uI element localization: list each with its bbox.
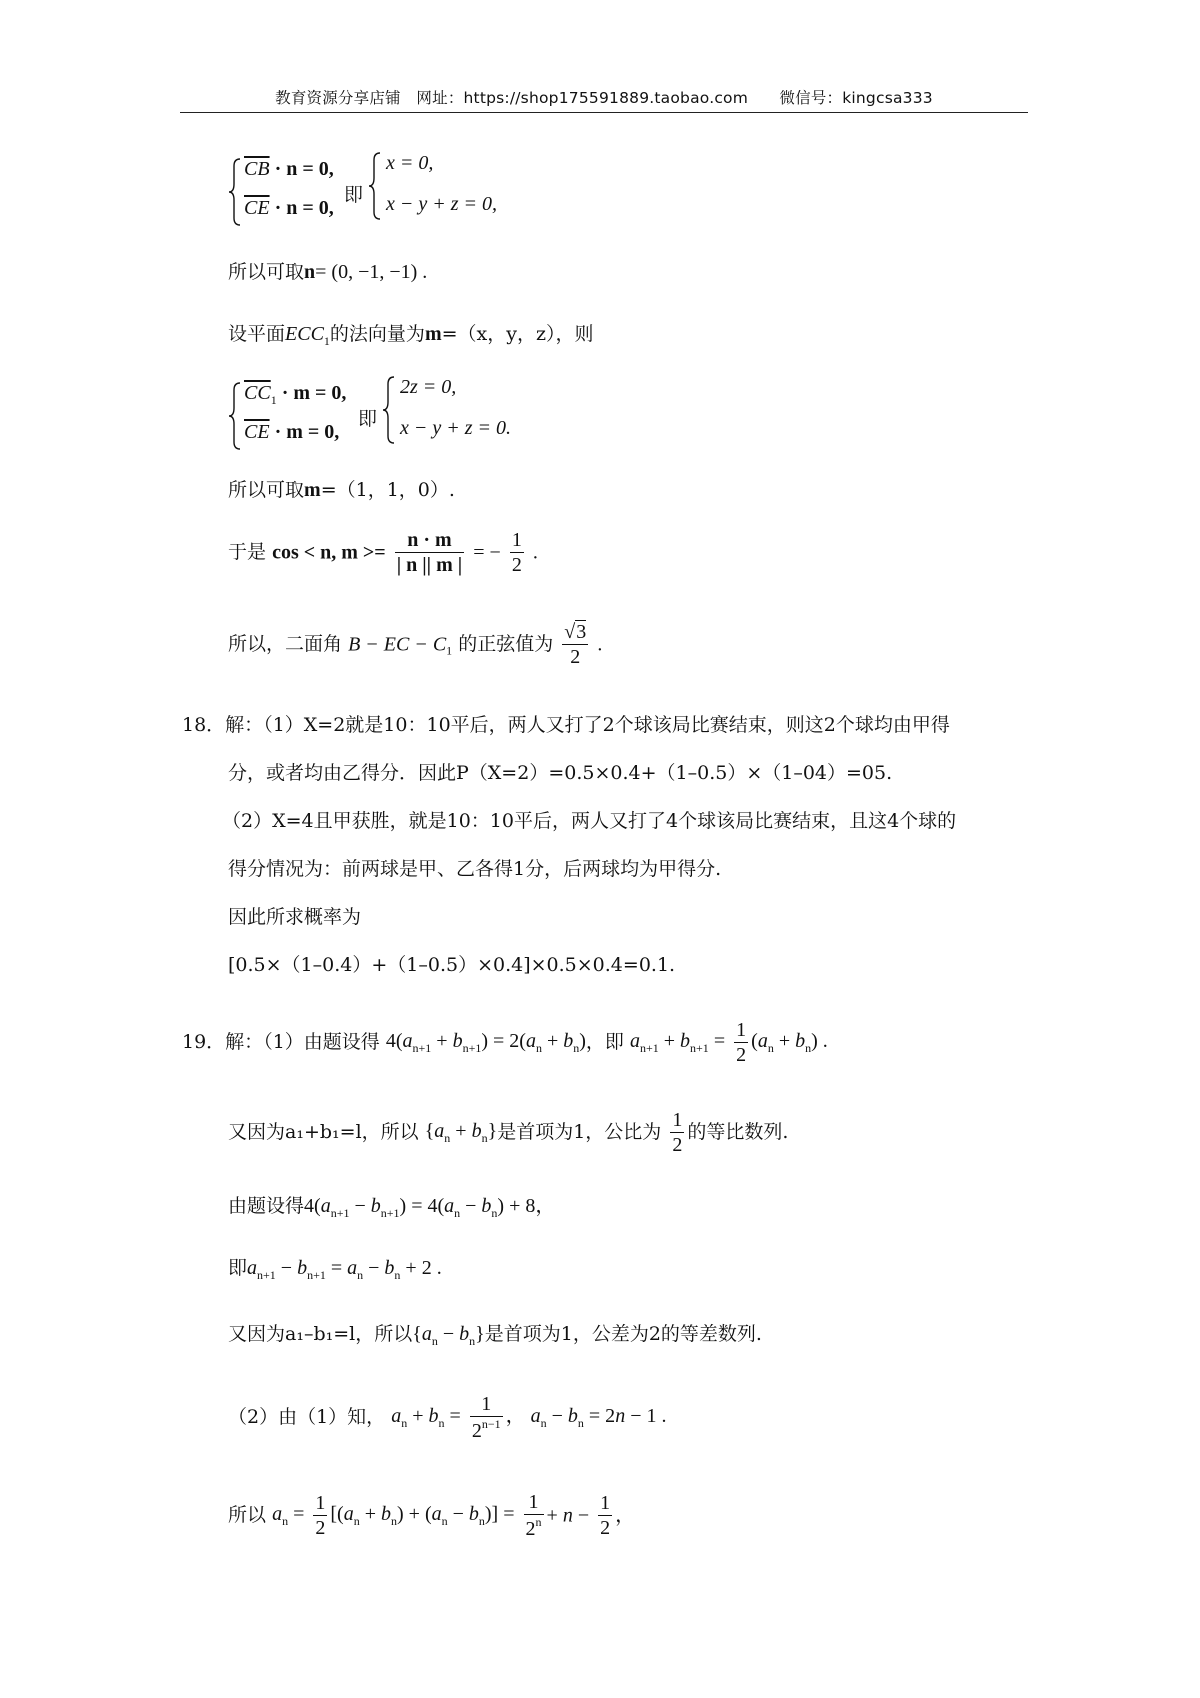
equation-text: · n = 0, <box>274 158 334 180</box>
numerator: n · m <box>407 529 452 551</box>
plane-label: ECC <box>285 323 324 345</box>
left-brace <box>228 382 242 450</box>
period: . <box>597 633 603 656</box>
vector-symbol: m <box>424 323 442 345</box>
connector-text: 即 <box>358 409 378 430</box>
radicand: 3 <box>576 621 587 643</box>
line-text: 所以可取 <box>228 479 305 501</box>
take-n-line <box>228 260 427 284</box>
connector-text: 即 <box>344 185 364 206</box>
vector-label: $\overline{CE}$ <box>244 421 270 443</box>
cosine-line <box>228 528 538 577</box>
solution-text: 是首项为1，公比为 <box>497 1121 662 1144</box>
fraction: $\frac{1}{2^n}$ <box>525 1491 542 1540</box>
dihedral-angle-expression: B − EC − C <box>348 633 447 656</box>
question-number: 18．解： <box>182 714 264 736</box>
equation-text: x − y + z = 0. <box>400 417 512 439</box>
line-text: =（1，1，0）. <box>320 479 455 501</box>
equation: $4(a_{n+1} + b_{n+1}) = 2(a_n + b_n)$ <box>385 1030 586 1056</box>
solution-text: 又因为a₁+b₁=l，所以 <box>228 1121 419 1144</box>
subscript: 1 <box>323 334 330 348</box>
plane-normal-line <box>228 322 594 348</box>
equation-text: x − y + z = 0, <box>386 193 498 215</box>
equation: + n − <box>546 1504 590 1527</box>
left-brace <box>368 152 382 220</box>
solution-text: （2）由（1）知， <box>228 1406 386 1429</box>
vector-symbol: n <box>304 261 316 283</box>
q19-line-5 <box>228 1322 762 1348</box>
q19-line-4 <box>228 1256 442 1282</box>
solution-text: ，即 <box>585 1031 624 1054</box>
vector-label: $\overline{CB}$ <box>244 158 270 180</box>
equation-system-m <box>228 376 548 456</box>
solution-text: 是首项为1，公差为2的等差数列. <box>484 1323 762 1345</box>
equation-system-n <box>228 152 548 232</box>
q19-line-6 <box>228 1392 666 1443</box>
left-brace <box>382 376 396 444</box>
equals-sign: = − <box>473 541 501 564</box>
q18-line-2: 分，或者均由乙得分．因此P（X=2）=0.5×0.4+（1–0.5）×（1–04）=05. <box>228 762 893 784</box>
vector-symbol: m <box>304 479 321 501</box>
q18-line-1 <box>182 714 950 737</box>
equation: $a_{n+1} - b_{n+1} = a_n - b_n + 2$ . <box>247 1257 442 1282</box>
vector-label: $\overline{CC}$ <box>244 382 271 404</box>
page-header <box>180 86 1028 116</box>
fraction <box>562 620 588 669</box>
take-m-line <box>228 478 455 502</box>
equation: $a_n$ = <box>272 1503 305 1529</box>
equation: $[(a_n + b_n) + (a_n - b_n)]$ = <box>330 1503 515 1529</box>
equation-text: · m = 0, <box>281 382 347 404</box>
line-text: 于是 <box>228 541 267 564</box>
solution-text: （1）由题设得 <box>263 1031 380 1054</box>
numerator: 1 <box>511 529 522 551</box>
line-text: 所以，二面角 <box>228 633 343 656</box>
solution-text: 又因为a₁–b₁=l，所以 <box>228 1323 413 1345</box>
fraction: $\frac{1}{2}$ <box>315 1492 326 1539</box>
line-text: =（x，y，z），则 <box>441 323 594 345</box>
system-row <box>244 421 339 444</box>
equation-text: 2z = 0, <box>400 376 457 398</box>
equation: $a_{n+1} + b_{n+1}$ = <box>629 1030 726 1056</box>
line-text: 设平面 <box>228 323 286 345</box>
line-text: 所以可取 <box>228 261 305 283</box>
cos-expression: cos < n, m >= <box>272 541 386 564</box>
system-row <box>244 158 334 181</box>
q19-line-1 <box>182 1018 828 1067</box>
comma: ， <box>615 1504 636 1527</box>
line-text: = (0, −1, −1) . <box>315 261 428 283</box>
solution-text: （1）X=2就是10：10平后，两人又打了2个球该局比赛结束，则这2个球均由甲得 <box>263 714 950 736</box>
equation-text: · m = 0, <box>274 421 340 443</box>
solution-text: 由题设得 <box>228 1195 305 1217</box>
question-number: 19．解： <box>182 1031 264 1054</box>
denominator: | n || m | <box>396 554 463 576</box>
fraction: $\frac{1}{2^{n-1}}$ <box>471 1393 501 1442</box>
q18-line-5: 因此所求概率为 <box>228 906 362 928</box>
solution-text: 即 <box>228 1257 248 1279</box>
equation: $(a_n + b_n)$ . <box>751 1030 828 1056</box>
solution-text: 所以 <box>228 1504 267 1527</box>
fraction <box>395 528 464 577</box>
q18-line-6: [0.5×（1–0.4）+（1–0.5）×0.4]×0.5×0.4=0.1. <box>228 954 676 976</box>
line-text: 的正弦值为 <box>458 633 554 656</box>
q19-line-3 <box>228 1194 555 1220</box>
equation-text: x = 0, <box>386 152 434 174</box>
line-text: 的法向量为 <box>329 323 425 345</box>
header-divider <box>180 112 1028 113</box>
q19-line-2 <box>228 1108 788 1157</box>
fraction: $\frac{1}{2}$ <box>736 1019 747 1066</box>
q19-line-7 <box>228 1490 635 1541</box>
sequence-expression: $\{a_n + b_n\}$ <box>424 1120 498 1146</box>
denominator: 2 <box>562 644 588 669</box>
equation: ， $a_n - b_n = 2n - 1$ . <box>505 1405 667 1431</box>
system-row <box>244 382 346 408</box>
fraction: $\frac{1}{2}$ <box>672 1109 683 1156</box>
q18-line-3: （2）X=4且甲获胜，就是10：10平后，两人又打了4个球该局比赛结束，且这4个球的 <box>222 810 957 832</box>
fraction <box>510 528 524 577</box>
subscript: 1 <box>270 393 277 407</box>
equation-text: · n = 0, <box>274 197 334 219</box>
system-row <box>244 197 334 220</box>
solution-text: 的等比数列. <box>687 1121 789 1144</box>
vector-label: $\overline{CE}$ <box>244 197 270 219</box>
left-brace <box>228 158 242 226</box>
header-text: 教育资源分享店铺 网址：https://shop175591889.taobao.com 微信号：kingcsa333 <box>275 89 933 107</box>
sequence-expression: $\{a_n - b_n\}$ <box>412 1323 485 1348</box>
period: . <box>532 541 538 564</box>
fraction: $\frac{1}{2}$ <box>600 1492 611 1539</box>
sine-result-line <box>228 620 602 669</box>
equation: $a_n + b_n$ = <box>391 1405 461 1431</box>
equation: $4(a_{n+1} - b_{n+1}) = 4(a_n - b_n) + 8$， <box>304 1195 556 1220</box>
numerator: √3 <box>564 621 587 643</box>
q18-line-4: 得分情况为：前两球是甲、乙各得1分，后两球均为甲得分. <box>228 858 722 880</box>
denominator: 2 <box>511 554 522 576</box>
subscript: 1 <box>446 643 453 658</box>
